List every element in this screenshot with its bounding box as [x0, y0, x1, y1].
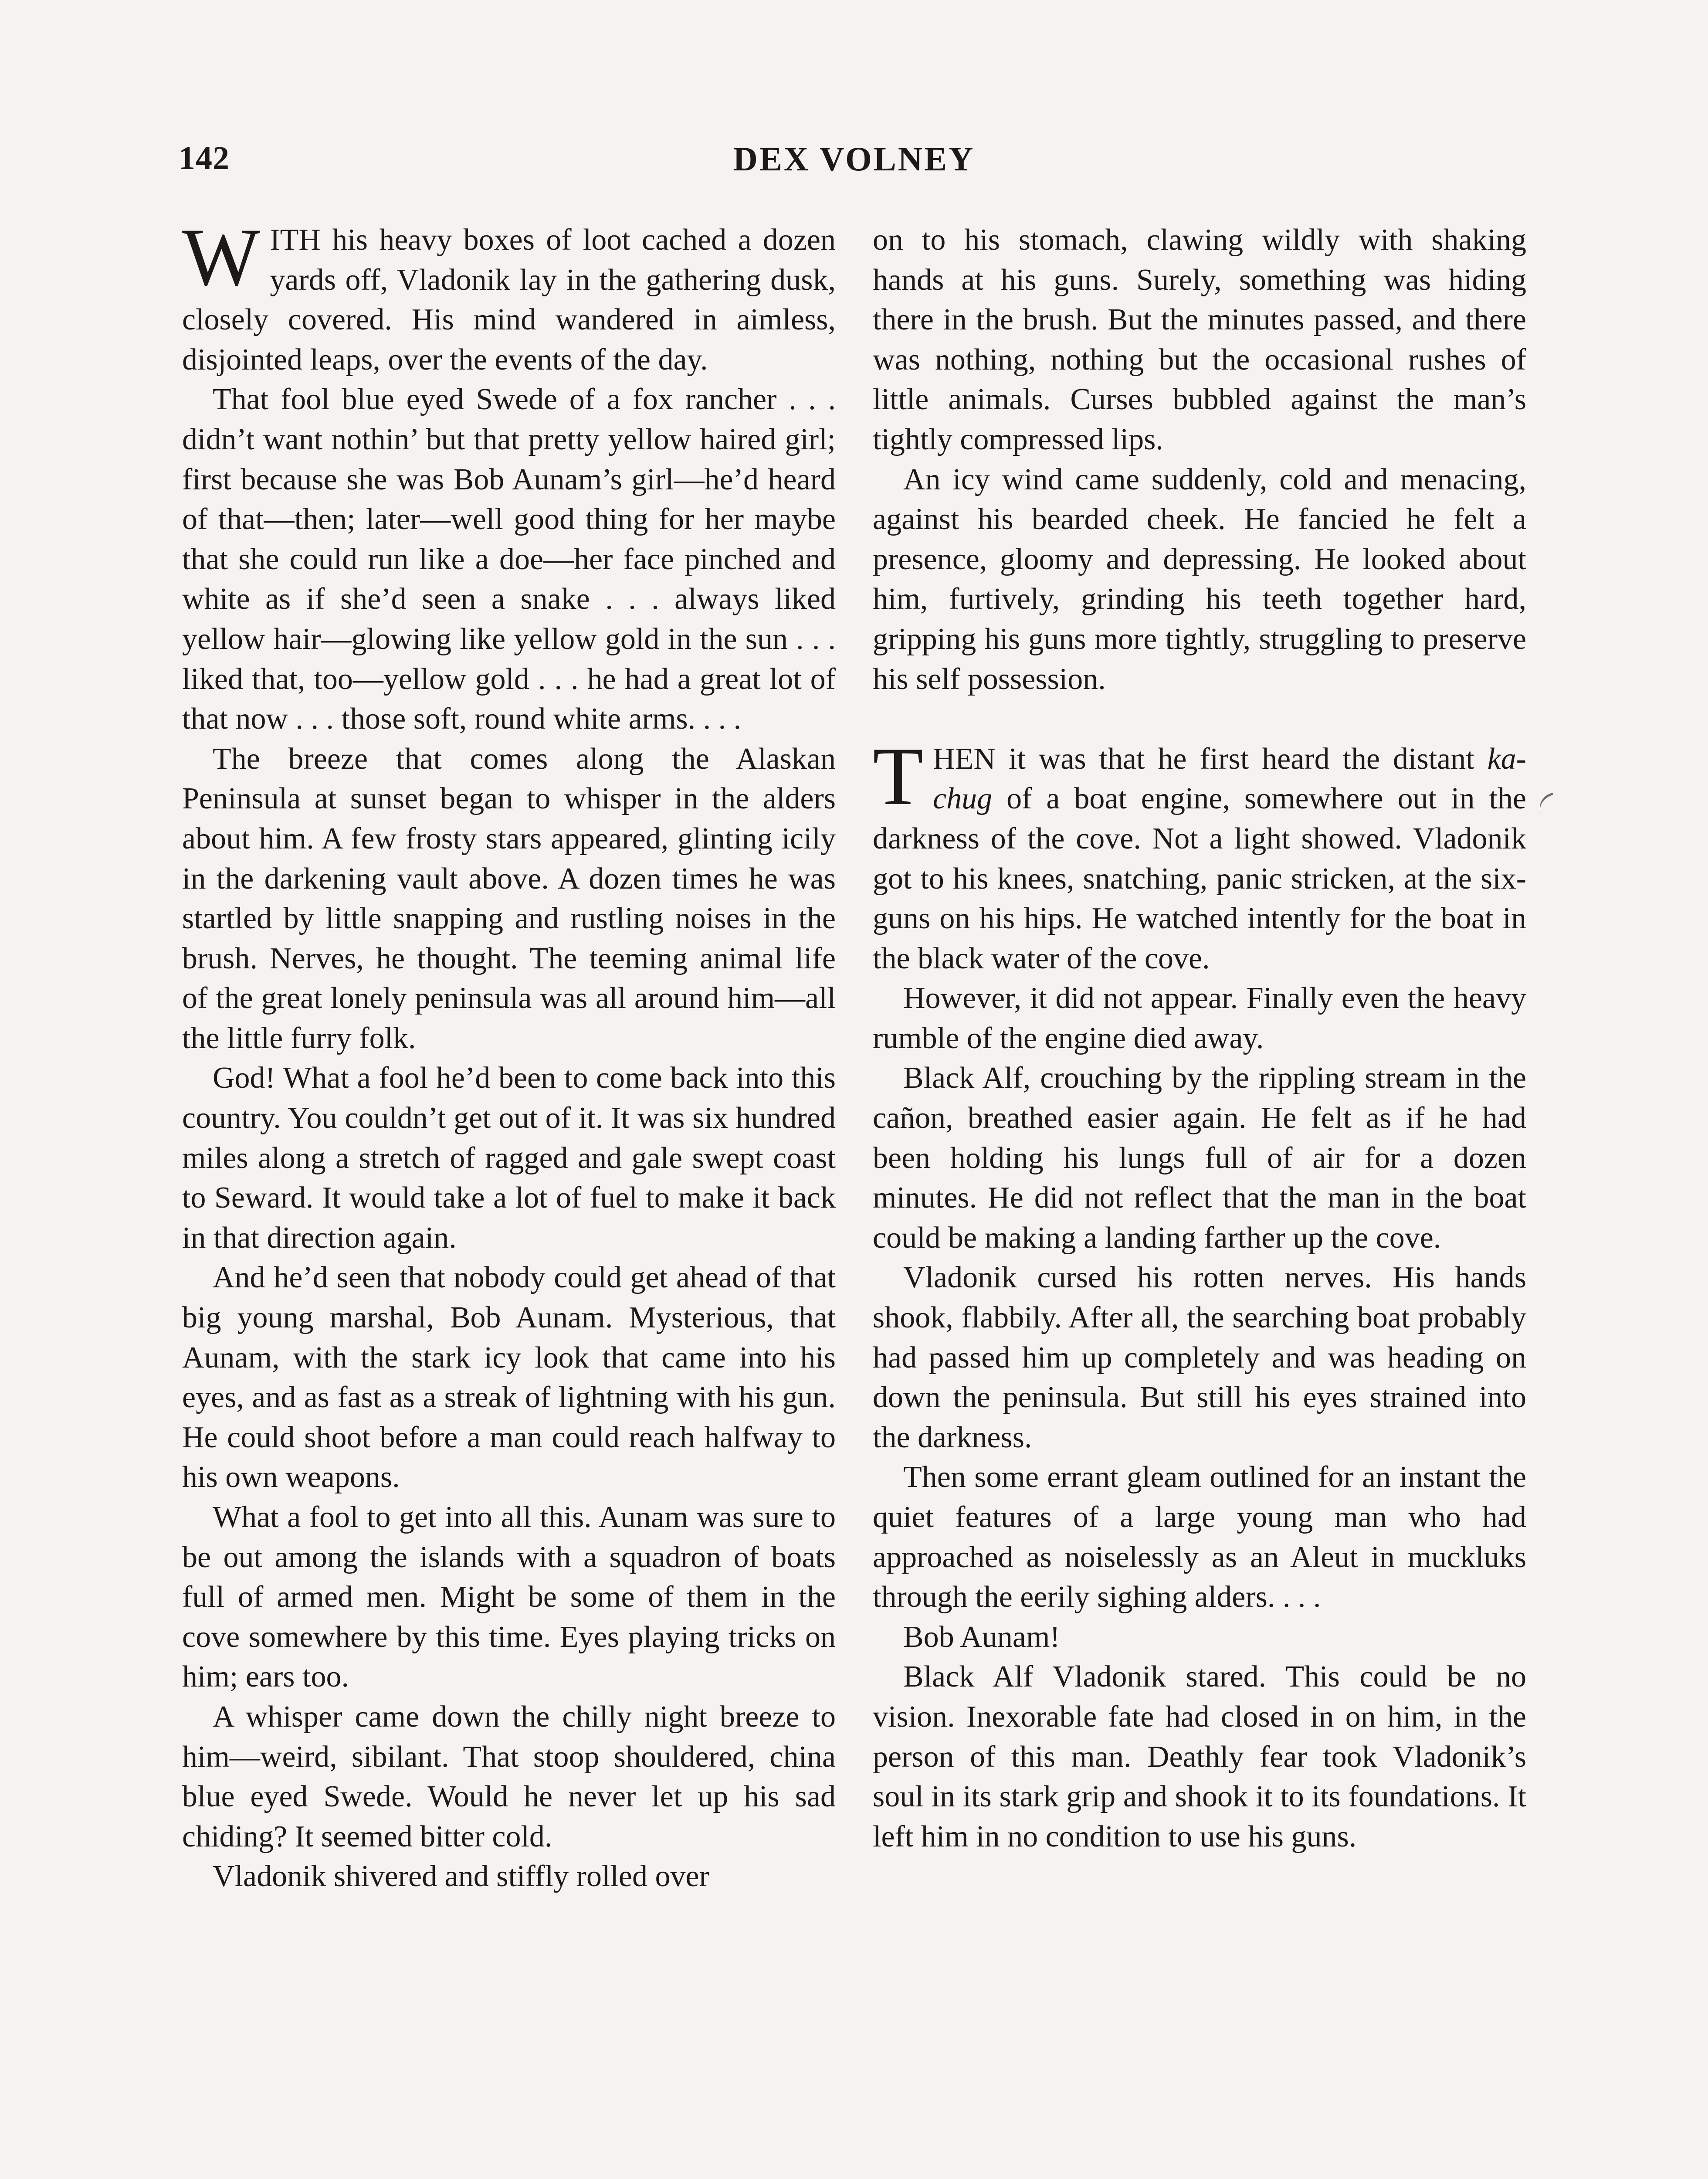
paragraph: Then some errant gleam outlined for an instant the quiet features of a large young man who had approached as noiselessly as an Aleut in muckluks through the eerily sighing alders. . . . [873, 1460, 1526, 1614]
paragraph-text: ITH his heavy boxes of loot cached a dozen yards off, Vladonik lay in the gathering dusk, closely covered. His mind wandered in aimless, disjointed leaps, over the events of the day. [182, 223, 836, 377]
section-break [873, 699, 1526, 739]
left-column [182, 212, 836, 1897]
paragraph: An icy wind came suddenly, cold and menacing, against his bearded cheek. He fancied he felt a presence, gloomy and depressing. He looked about him, furtively, grinding his teeth together hard, gripping his guns more tightly, struggling to preserve his self possession. [873, 462, 1526, 696]
drop-cap: T [873, 730, 924, 822]
paragraph-text: of a boat engine, somewhere out in the darkness of the cove. Not a light showed. Vladonik got to his knees, snatching, panic stricken, at the six-guns on his hips. He watched intently for the boat in the black water of the cove. [873, 782, 1526, 975]
running-title: DEX VOLNEY [733, 140, 975, 178]
paragraph: A whisper came down the chilly night breeze to him—weird, sibilant. That stoop shouldered, china blue eyed Swede. Would he never let up his sad chiding? It seemed bitter cold. [182, 1700, 836, 1853]
right-column [873, 220, 1526, 1857]
paragraph: What a fool to get into all this. Aunam was sure to be out among the islands with a squadron of boats full of armed men. Might be some of them in the cove somewhere by this time. Eyes playing tricks on him; ears too. [182, 1500, 836, 1694]
paragraph-text: HEN it was that he first heard the distant [933, 742, 1488, 776]
paragraph [873, 730, 1526, 979]
paragraph: The breeze that comes along the Alaskan Peninsula at sunset began to whisper in the alders about him. A few frosty stars appeared, glinting icily in the darkening vault above. A dozen times he was startled by little snapping and rustling noises in the brush. Nerves, he thought. The teeming animal life of the great lonely peninsula was all around him—all the little furry folk. [182, 742, 836, 1055]
page-number: 142 [179, 140, 230, 176]
italic-term: ka-chug [933, 742, 1526, 816]
paragraph: However, it did not appear. Finally even the heavy rumble of the engine died away. [873, 981, 1526, 1055]
paragraph: That fool blue eyed Swede of a fox rancher . . . didn’t want nothin’ but that pretty yellow haired girl; first because she was Bob Aunam’s girl—he’d heard of that—then; later—well good thing for her maybe that she could run like a doe—her face pinched and white as if she’d seen a snake . . . always liked yellow hair—glowing like yellow gold in the sun . . . liked that, too—yellow gold . . . he had a great lot of that now . . . those soft, round white arms. . . . [182, 383, 836, 736]
paragraph [182, 212, 836, 380]
paragraph: God! What a fool he’d been to come back into this country. You couldn’t get out of it. It was six hundred miles along a stretch of ragged and gale swept coast to Seward. It would take a lot of fuel to make it back in that direction again. [182, 1061, 836, 1255]
page-header [179, 139, 1529, 192]
paragraph: Vladonik shivered and stiffly rolled over [213, 1860, 709, 1894]
paragraph: on to his stomach, clawing wildly with shaking hands at his guns. Surely, something was hiding there in the brush. But the minutes passed, and there was nothing, nothing but the occasional rushes of little animals. Curses bubbled against the man’s tightly compressed lips. [873, 223, 1526, 456]
paragraph: Bob Aunam! [903, 1620, 1060, 1654]
paragraph: Black Alf, crouching by the rippling stream in the cañon, breathed easier again. He felt as if he had been holding his lungs full of air for a dozen minutes. He did not reflect that the man in the boat could be making a landing farther up the cove. [873, 1061, 1526, 1255]
stray-ink-mark [1535, 793, 1559, 815]
paragraph: Vladonik cursed his rotten nerves. His hands shook, flabbily. After all, the searching boat probably had passed him up completely and was heading on down the peninsula. But still his eyes strained into the darkness. [873, 1261, 1526, 1454]
paragraph: Black Alf Vladonik stared. This could be no vision. Inexorable fate had closed in on him, in the person of this man. Deathly fear took Vladonik’s soul in its stark grip and shook it to its foundations. It left him in no condition to use his guns. [873, 1660, 1526, 1853]
drop-cap: W [182, 212, 261, 303]
paragraph: And he’d seen that nobody could get ahead of that big young marshal, Bob Aunam. Mysterious, that Aunam, with the stark icy look that came into his eyes, and as fast as a streak of lightning with his gun. He could shoot before a man could reach halfway to his own weapons. [182, 1261, 836, 1494]
